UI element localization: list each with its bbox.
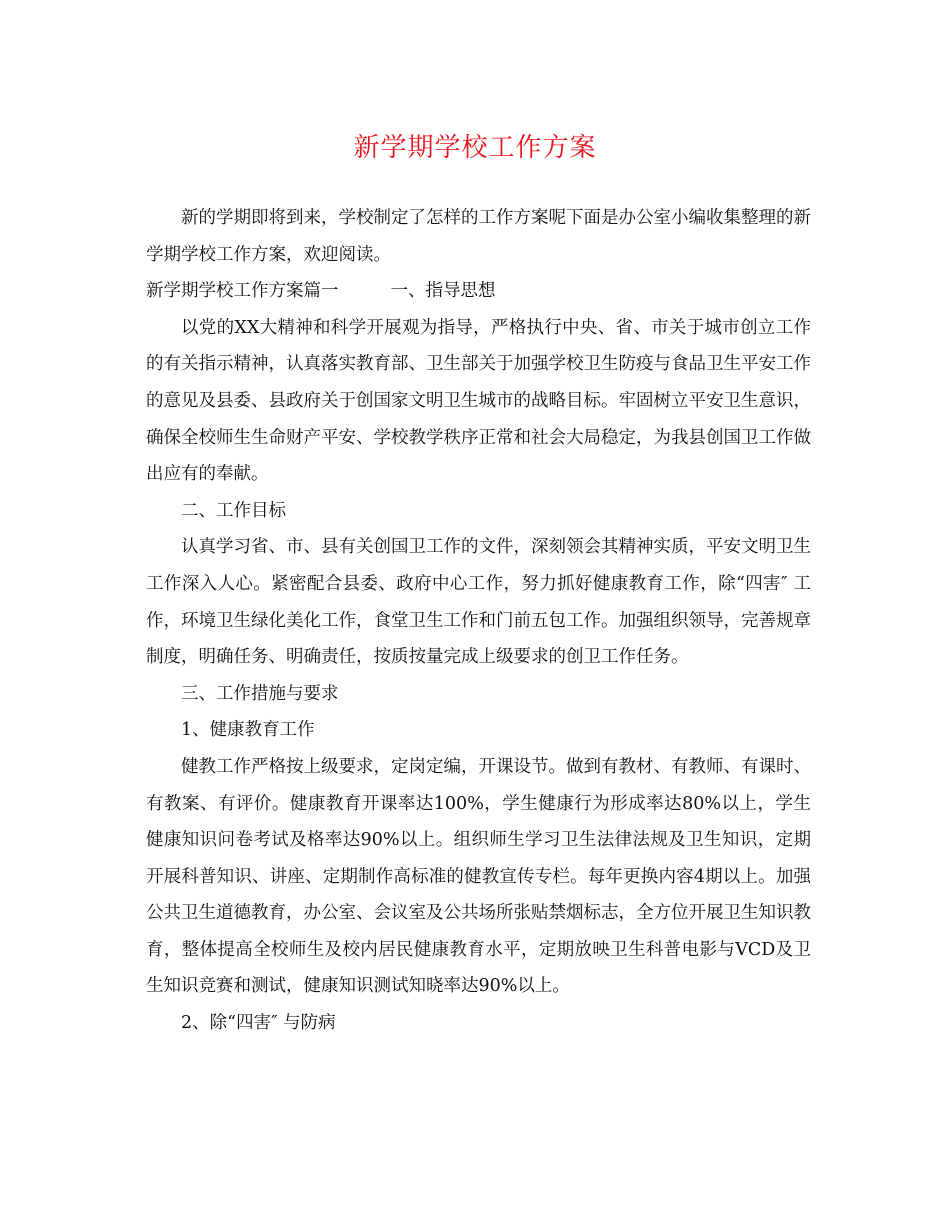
intro-paragraph: 新的学期即将到来，学校制定了怎样的工作方案呢下面是办公室小编收集整理的新学期学校工作方案，欢迎阅读。 <box>146 208 811 265</box>
subheading-health-education: 1、健康教育工作 <box>181 720 315 741</box>
subheading-four-pests: 2、除“四害″ 与防病 <box>181 1013 336 1034</box>
paragraph-guiding-ideology: 以党的XX大精神和科学开展观为指导，严格执行中央、省、市关于城市创立工作的有关指示精神，认真落实教育部、卫生部关于加强学校卫生防疫与食品卫生平安工作的意见及县委、县政府关于创国家文明卫生城市的战略目标。牢固树立平安卫生意识，确保全校师生生命财产平安、学校教学秩序正常和社会大局稳定，为我县创国卫工作做出应有的奉献。 <box>146 317 811 485</box>
document-body <box>146 200 811 1042</box>
paragraph-health-education: 健教工作严格按上级要求，定岗定编，开课设节。做到有教材、有教师、有课时、有教案、有评价。健康教育开课率达100%，学生健康行为形成率达80%以上，学生健康知识问卷考试及格率达90%以上。组织师生学习卫生法律法规及卫生知识，定期开展科普知识、讲座、定期制作高标准的健教宣传专栏。每年更换内容4期以上。加强公共卫生道德教育，办公室、会议室及公共场所张贴禁烟标志，全方位开展卫生知识教育，整体提高全校师生及校内居民健康教育水平，定期放映卫生科普电影与VCD及卫生知识竞赛和测试，健康知识测试知晓率达90%以上。 <box>146 756 811 997</box>
section-heading: 新学期学校工作方案篇一 <box>146 281 339 302</box>
heading-work-goals: 二、工作目标 <box>181 500 286 521</box>
heading-guiding-ideology: 一、指导思想 <box>390 281 496 302</box>
paragraph-work-goals: 认真学习省、市、县有关创国卫工作的文件，深刻领会其精神实质，平安文明卫生工作深入人心。紧密配合县委、政府中心工作，努力抓好健康教育工作，除“四害″ 工作，环境卫生绿化美化工作，食堂卫生工作和门前五包工作。加强组织领导，完善规章制度，明确任务、明确责任，按质按量完成上级要求的创卫工作任务。 <box>146 537 811 668</box>
heading-work-measures: 三、工作措施与要求 <box>181 683 339 704</box>
section-heading-line <box>146 273 811 310</box>
document-title: 新学期学校工作方案 <box>353 133 597 163</box>
